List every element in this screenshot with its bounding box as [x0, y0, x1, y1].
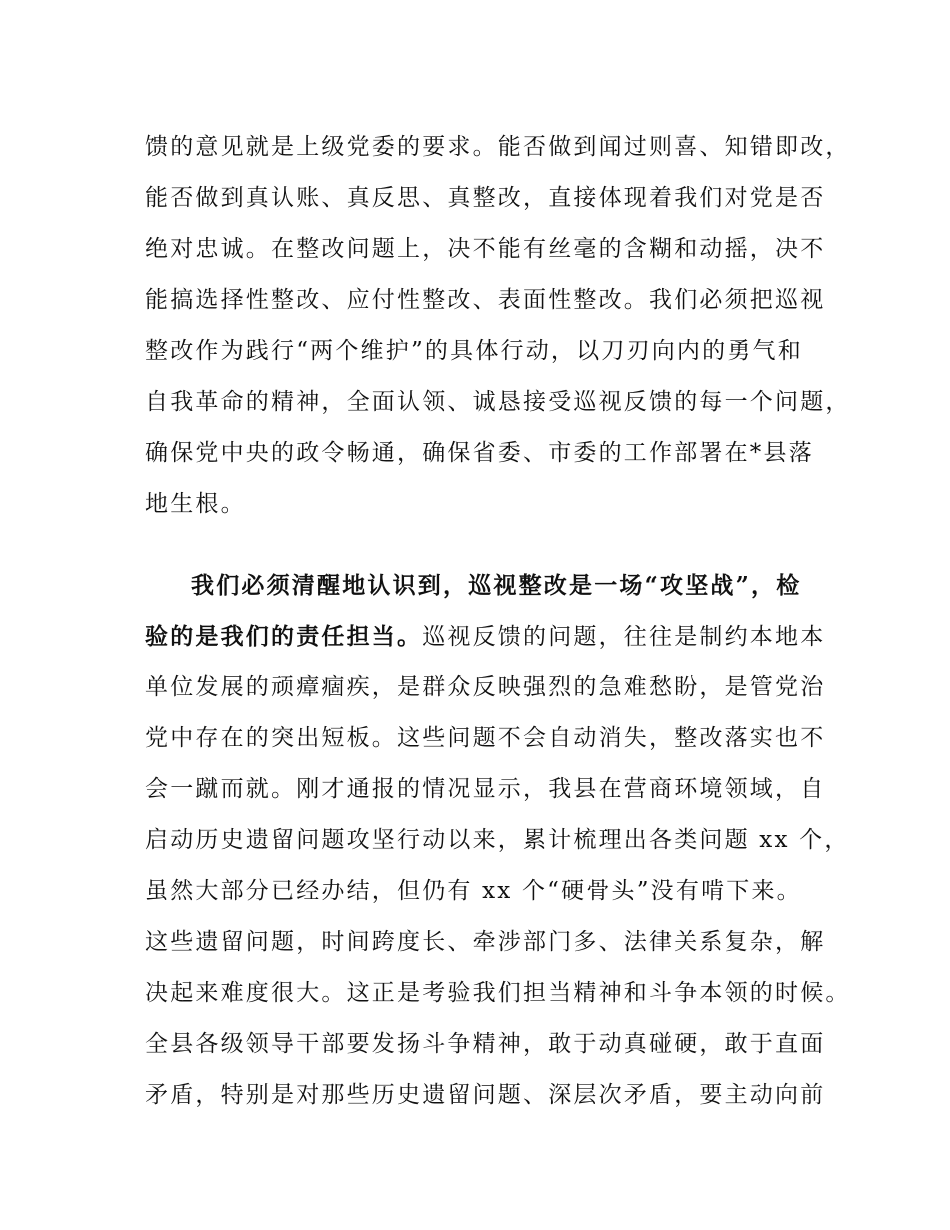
text-line: 党中存在的突出短板。这些问题不会自动消失，整改落实也不: [145, 725, 826, 751]
paragraph-gap: [145, 530, 835, 560]
text-span: 巡视反馈的问题，往往是制约本地本: [422, 624, 826, 650]
text-line: 能搞选择性整改、应付性整改、表面性整改。我们必须把巡视: [145, 287, 826, 313]
text-line: 虽然大部分已经办结，但仍有 xx 个“硬骨头”没有啃下来。: [145, 878, 802, 904]
text-line: 全县各级领导干部要发扬斗争精神，敢于动真碰硬，敢于直面: [145, 1031, 826, 1057]
text-line: [145, 611, 835, 662]
text-line: 矛盾，特别是对那些历史遗留问题、深层次矛盾，要主动向前: [145, 1082, 826, 1108]
bold-lead-sentence: 验的是我们的责任担当。: [145, 623, 423, 650]
text-line: 地生根。: [145, 491, 246, 517]
text-line: 确保党中央的政令畅通，确保省委、市委的工作部署在*县落: [145, 440, 814, 466]
paragraph-2: [145, 560, 851, 1121]
text-line: 单位发展的顽瘴痼疾，是群众反映强烈的急难愁盼，是管党治: [145, 674, 826, 700]
text-line: 自我革命的精神，全面认领、诚恳接受巡视反馈的每一个问题，: [145, 389, 851, 415]
text-line: 绝对忠诚。在整改问题上，决不能有丝毫的含糊和动摇，决不: [145, 236, 826, 262]
paragraph-1: [145, 122, 851, 530]
text-line: 决起来难度很大。这正是考验我们担当精神和斗争本领的时候。: [145, 980, 851, 1006]
bold-lead-line: 我们必须清醒地认识到，巡视整改是一场“攻坚战”，检: [191, 572, 802, 599]
text-line: 会一蹴而就。刚才通报的情况显示，我县在营商环境领域，自: [145, 776, 826, 802]
text-line: 这些遗留问题，时间跨度长、牵涉部门多、法律关系复杂，解: [145, 929, 826, 955]
document-body: [145, 122, 851, 1121]
text-line: 能否做到真认账、真反思、真整改，直接体现着我们对党是否: [145, 185, 826, 211]
text-line: 馈的意见就是上级党委的要求。能否做到闻过则喜、知错即改，: [145, 134, 851, 160]
text-line: 整改作为践行“两个维护”的具体行动，以刀刃向内的勇气和: [145, 338, 803, 364]
text-line: 启动历史遗留问题攻坚行动以来，累计梳理出各类问题 xx 个，: [145, 827, 850, 853]
